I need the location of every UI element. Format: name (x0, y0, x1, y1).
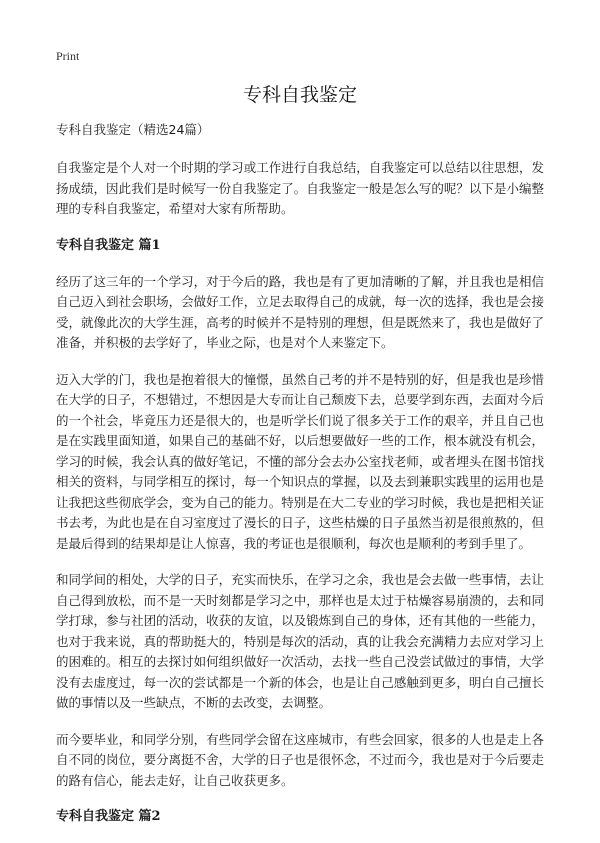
document-body (56, 120, 544, 843)
section1-paragraph-2: 迈入大学的门，我也是抱着很大的憧憬，虽然自己考的并不是特别的好，但是我也是珍惜在大学的日子，不想错过，不想因是大专而让自己颓废下去，总要学到东西，去面对今后的一个社会，毕竟压力还是很大的，也是听学长们说了很多关于工作的艰辛，并且自己也是在实践里面知道，如果自己的基础不好，以后想要做好一些的工作，根本就没有机会，学习的时候，我会认真的做好笔记，不懂的部分会去办公室找老师，或者埋头在图书馆找相关的资料，与同学相互的探讨，每一个知识点的掌握，以及去到兼职实践里的运用也是让我把这些彻底学会，变为自己的能力。特别是在大二专业的学习时候，我也是把相关证书去考，为此也是在自习室度过了漫长的日子，这些枯燥的日子虽然当初是很煎熬的，但是最后得到的结果却是让人惊喜，我的考证也是很顺利，每次也是顺利的考到手里了。 (56, 371, 544, 551)
print-link[interactable]: Print (56, 49, 80, 63)
intro-paragraph: 自我鉴定是个人对一个时期的学习或工作进行自我总结，自我鉴定可以总结以往思想，发扬成绩，因此我们是时候写一份自我鉴定了。自我鉴定一般是怎么写的呢？以下是小编整理的专科自我鉴定，希望对大家有所帮助。 (56, 160, 544, 216)
section1-paragraph-3: 和同学间的相处，大学的日子，充实而快乐，在学习之余，我也是会去做一些事情，去让自己得到放松，而不是一天时刻都是学习之中，那样也是太过于枯燥容易崩溃的，去和同学打球，参与社团的活动，收获的友谊，以及锻炼到自己的身体，还有其他的一些能力，也对于我来说，真的帮助挺大的，特别是每次的活动，真的让我会充满精力去应对学习上的困难的。相互的去探讨如何组织做好一次活动，去找一些自己没尝试做过的事情，大学没有去虚度过，每一次的尝试都是一个新的体会，也是让自己感触到更多，明白自己擅长做的事情以及一些缺点，不断的去改变，去调整。 (56, 572, 544, 710)
section-heading-1: 专科自我鉴定 篇1 (56, 237, 161, 253)
section1-paragraph-4: 而今要毕业，和同学分别，有些同学会留在这座城市，有些会回家，很多的人也是走上各自不同的岗位，要分离挺不舍，大学的日子也是很怀念，不过而今，我也是对于今后要走的路有信心，能去走好，让自己收获更多。 (56, 731, 544, 788)
document-subtitle: 专科自我鉴定（精选24篇） (56, 122, 210, 137)
section1-paragraph-1: 经历了这三年的一个学习，对于今后的路，我也是有了更加清晰的了解，并且我也是相信自己迈入到社会职场，会做好工作，立足去取得自己的成就，每一次的选择，我也是会接受，就像此次的大学生涯，高考的时候并不是特别的理想，但是既然来了，我也是做好了准备，并积极的去学好了，毕业之际，也是对个人来鉴定下。 (56, 273, 544, 350)
section-heading-2: 专科自我鉴定 篇2 (56, 809, 161, 824)
page-title: 专科自我鉴定 (242, 84, 357, 106)
